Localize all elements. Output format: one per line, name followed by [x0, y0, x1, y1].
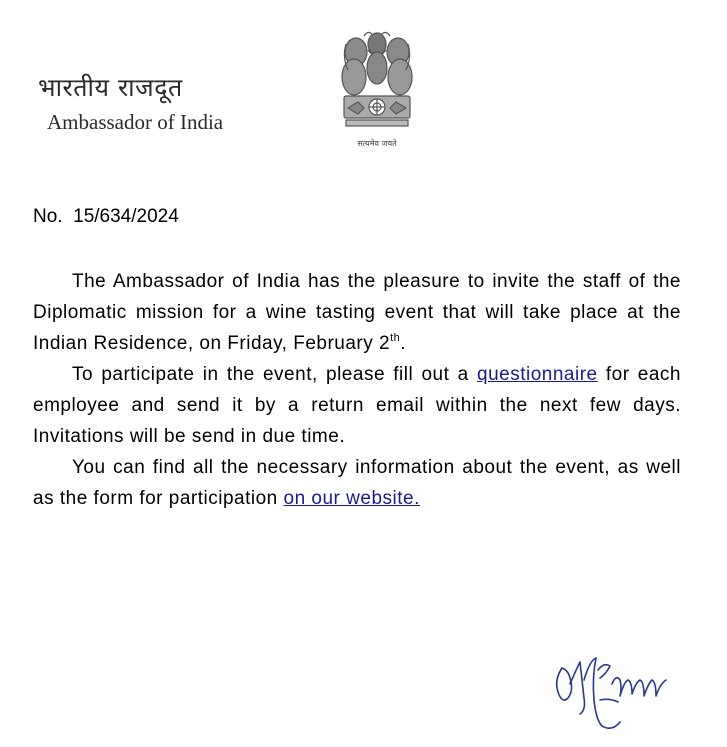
ordinal-superscript: th: [390, 332, 401, 344]
reference-number: No. 15/634/2024: [33, 206, 179, 227]
paragraph-website: [33, 452, 681, 514]
paragraph-website-before: You can find all the necessary information about the event, as well as the form for participation: [33, 457, 681, 509]
letterhead-english-title: Ambassador of India: [47, 110, 224, 134]
paragraph-invitation-text: The Ambassador of India has the pleasure to invite the staff of the Diplomatic mission for a wine tasting event that will take place at the Indian Residence, on Friday, February 2: [33, 271, 681, 354]
questionnaire-link[interactable]: questionnaire: [477, 364, 598, 385]
website-link[interactable]: on our website.: [283, 488, 420, 509]
letter-body: [33, 266, 681, 514]
letterhead-hindi-title: भारतीय राजदूत: [38, 73, 183, 102]
emblem-motto: सत्यमेव जयते: [357, 139, 397, 148]
state-emblem-icon: [334, 22, 420, 152]
paragraph-invitation: [33, 266, 681, 359]
paragraph-questionnaire: [33, 359, 681, 452]
paragraph-invitation-end: .: [400, 333, 407, 354]
paragraph-questionnaire-after: for each employee and send it by a return email within the next few days. Invitations will be send in due time.: [33, 364, 681, 447]
signature-image: [540, 640, 690, 740]
paragraph-questionnaire-before: To participate in the event, please fill out a: [72, 364, 477, 385]
